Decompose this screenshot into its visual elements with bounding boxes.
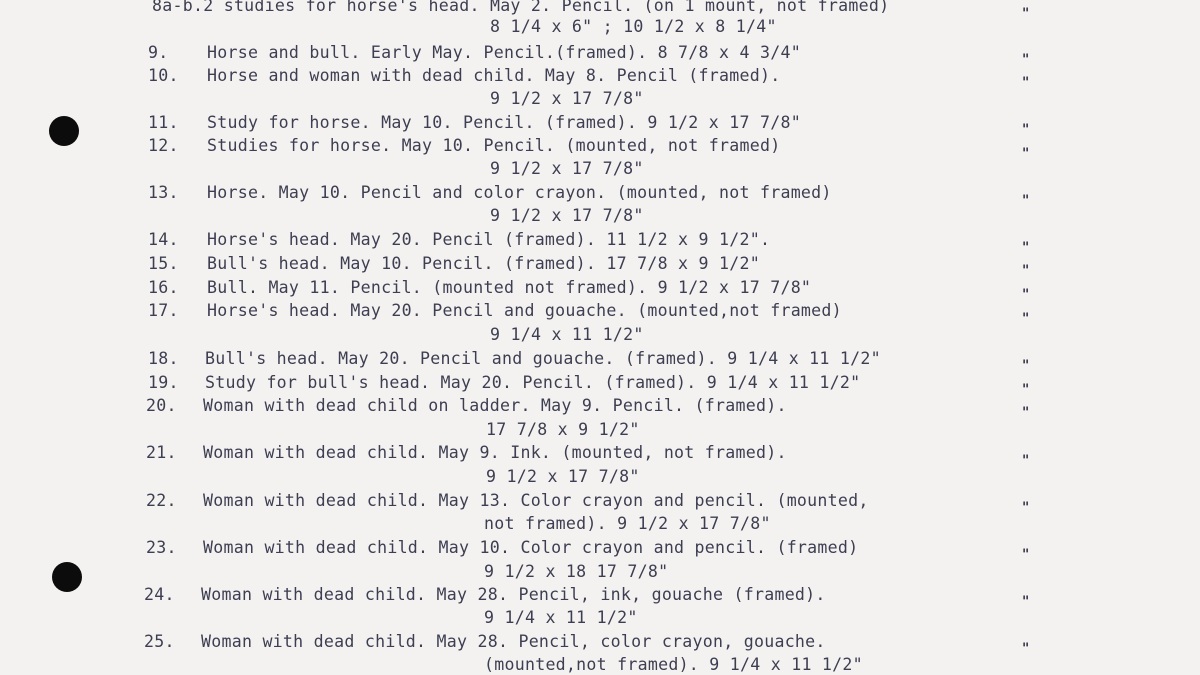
entry-number: 20. bbox=[146, 396, 177, 415]
entry-number: 16. bbox=[148, 278, 179, 297]
entry-text: Bull's head. May 20. Pencil and gouache. (framed). 9 1/4 x 11 1/2" bbox=[205, 349, 881, 368]
entry-continuation: 9 1/4 x 11 1/2" bbox=[484, 608, 638, 627]
entry-continuation: 9 1/2 x 17 7/8" bbox=[486, 467, 640, 486]
ditto-mark: " bbox=[1022, 641, 1030, 657]
entry-number: 24. bbox=[144, 585, 175, 604]
entry-text: Horse and woman with dead child. May 8. Pencil (framed). bbox=[207, 66, 781, 85]
entry-number: 10. bbox=[148, 66, 179, 85]
ditto-mark: " bbox=[1022, 405, 1030, 421]
entry-number: 11. bbox=[148, 113, 179, 132]
entry-continuation: 9 1/2 x 18 17 7/8" bbox=[484, 562, 669, 581]
entry-line bbox=[152, 0, 889, 16]
ditto-mark: " bbox=[1022, 453, 1030, 469]
ditto-mark: " bbox=[1022, 382, 1030, 398]
ditto-mark: " bbox=[1022, 193, 1030, 209]
ditto-mark: " bbox=[1022, 52, 1030, 68]
entry-text: Study for bull's head. May 20. Pencil. (framed). 9 1/4 x 11 1/2" bbox=[205, 373, 861, 392]
ditto-mark: " bbox=[1022, 500, 1030, 516]
entry-number: 19. bbox=[148, 373, 179, 392]
ditto-mark: " bbox=[1022, 122, 1030, 138]
ditto-mark: " bbox=[1022, 311, 1030, 327]
entry-text: studies for horse's head. May 2. Pencil. (on 1 mount, not framed) bbox=[223, 0, 890, 15]
entry-text: Bull's head. May 10. Pencil. (framed). 17 7/8 x 9 1/2" bbox=[207, 254, 760, 273]
entry-text: Woman with dead child. May 28. Pencil, ink, gouache (framed). bbox=[201, 585, 826, 604]
entry-number: 9. bbox=[148, 43, 169, 62]
entry-text: Woman with dead child. May 10. Color crayon and pencil. (framed) bbox=[203, 538, 859, 557]
entry-number: 21. bbox=[146, 443, 177, 462]
ditto-mark: " bbox=[1022, 358, 1030, 374]
entry-continuation: 9 1/2 x 17 7/8" bbox=[490, 206, 644, 225]
ditto-mark: " bbox=[1022, 240, 1030, 256]
punch-hole bbox=[52, 562, 82, 592]
entry-text: Woman with dead child. May 13. Color crayon and pencil. (mounted, bbox=[203, 491, 869, 510]
entry-continuation: 9 1/2 x 17 7/8" bbox=[490, 89, 644, 108]
entry-text: Woman with dead child on ladder. May 9. Pencil. (framed). bbox=[203, 396, 787, 415]
entry-number: 14. bbox=[148, 230, 179, 249]
entry-text: Horse's head. May 20. Pencil and gouache. (mounted,not framed) bbox=[207, 301, 842, 320]
entry-number: 17. bbox=[148, 301, 179, 320]
entry-continuation: 9 1/4 x 11 1/2" bbox=[490, 325, 644, 344]
ditto-mark: " bbox=[1022, 6, 1030, 22]
entry-continuation: 8 1/4 x 6" ; 10 1/2 x 8 1/4" bbox=[490, 17, 777, 36]
entry-continuation: 17 7/8 x 9 1/2" bbox=[486, 420, 640, 439]
ditto-mark: " bbox=[1022, 547, 1030, 563]
entry-number: 15. bbox=[148, 254, 179, 273]
entry-text: Horse and bull. Early May. Pencil.(framed). 8 7/8 x 4 3/4" bbox=[207, 43, 801, 62]
ditto-mark: " bbox=[1022, 287, 1030, 303]
entry-number: 23. bbox=[146, 538, 177, 557]
ditto-mark: " bbox=[1022, 75, 1030, 91]
entry-text: Study for horse. May 10. Pencil. (framed). 9 1/2 x 17 7/8" bbox=[207, 113, 801, 132]
entry-number: 8a-b.2 bbox=[152, 0, 214, 15]
ditto-mark: " bbox=[1022, 263, 1030, 279]
entry-number: 25. bbox=[144, 632, 175, 651]
entry-continuation: not framed). 9 1/2 x 17 7/8" bbox=[484, 514, 771, 533]
entry-number: 18. bbox=[148, 349, 179, 368]
entry-text: Woman with dead child. May 9. Ink. (mounted, not framed). bbox=[203, 443, 787, 462]
entry-number: 12. bbox=[148, 136, 179, 155]
entry-text: Studies for horse. May 10. Pencil. (mounted, not framed) bbox=[207, 136, 781, 155]
entry-continuation: (mounted,not framed). 9 1/4 x 11 1/2" bbox=[484, 655, 863, 674]
ditto-mark: " bbox=[1022, 146, 1030, 162]
entry-text: Horse. May 10. Pencil and color crayon. (mounted, not framed) bbox=[207, 183, 832, 202]
entry-continuation: 9 1/2 x 17 7/8" bbox=[490, 159, 644, 178]
entry-text: Woman with dead child. May 28. Pencil, color crayon, gouache. bbox=[201, 632, 826, 651]
entry-number: 13. bbox=[148, 183, 179, 202]
entry-number: 22. bbox=[146, 491, 177, 510]
entry-text: Horse's head. May 20. Pencil (framed). 11 1/2 x 9 1/2". bbox=[207, 230, 771, 249]
punch-hole bbox=[49, 116, 79, 146]
ditto-mark: " bbox=[1022, 594, 1030, 610]
entry-text: Bull. May 11. Pencil. (mounted not framed). 9 1/2 x 17 7/8" bbox=[207, 278, 812, 297]
